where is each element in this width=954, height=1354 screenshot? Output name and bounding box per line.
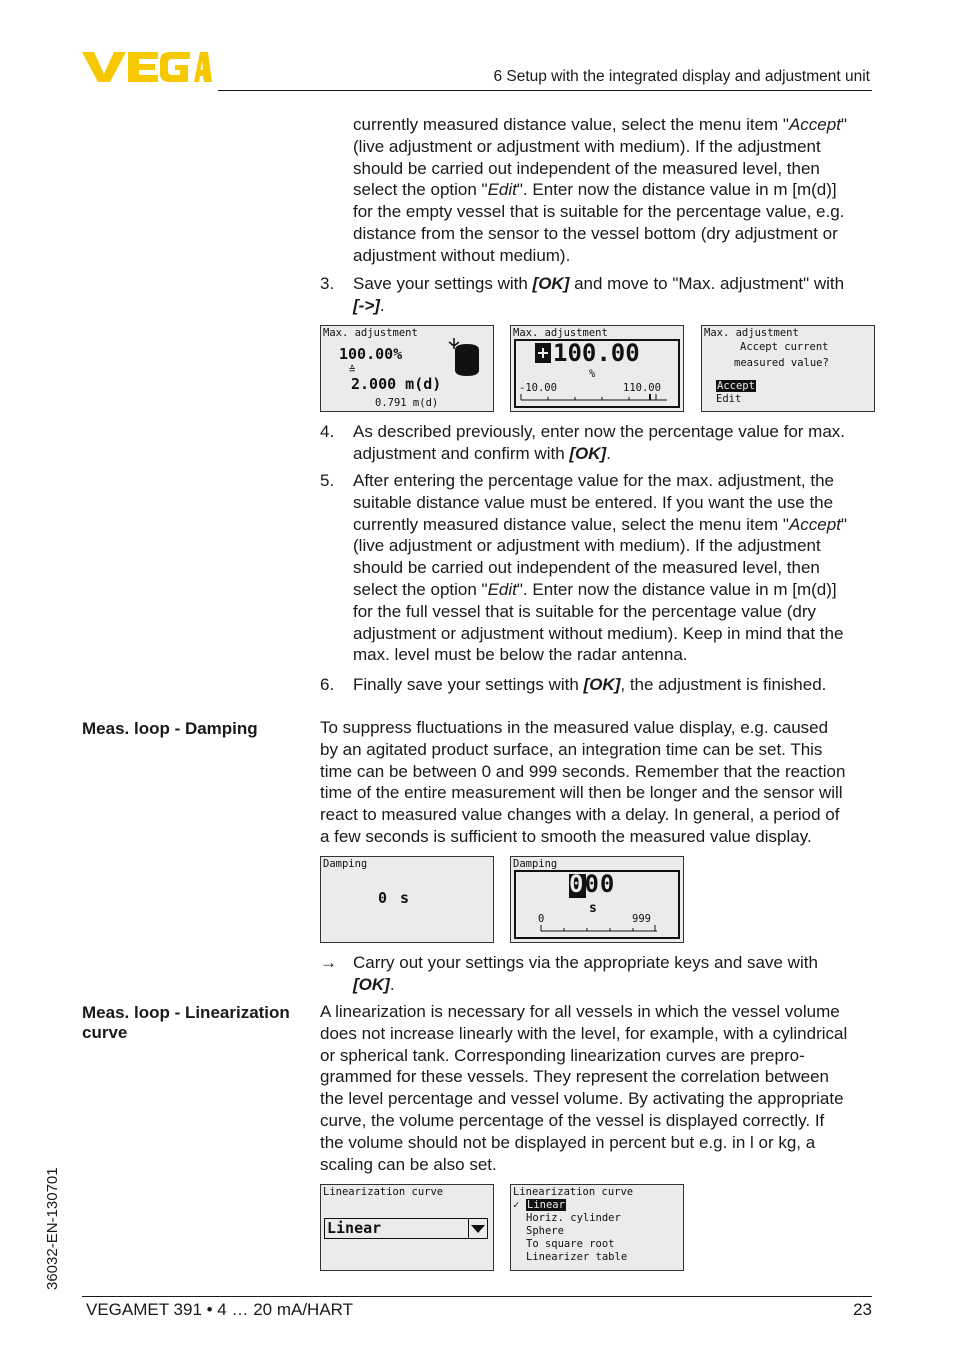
page-number: 23 (853, 1300, 872, 1319)
range-scale (519, 392, 669, 402)
text-line: time can be between 0 and 999 seconds. Remember that the reaction (320, 761, 846, 781)
option-linearizer-table[interactable]: Linearizer table (526, 1251, 628, 1263)
text-line: scaling can be also set. (320, 1154, 497, 1174)
range-max: 999 (632, 913, 651, 925)
text-line: currently measured distance value, select the menu item "Accept" (353, 115, 847, 134)
text-line: (live adjustment or adjustment with medium). If the adjustment (353, 536, 821, 556)
screen-title: Max. adjustment (323, 327, 418, 339)
option-edit[interactable]: Edit (716, 393, 742, 405)
damping-paragraph (320, 717, 880, 848)
range-scale (539, 923, 659, 933)
linearization-paragraph (320, 1001, 880, 1175)
step-number: 6. (320, 675, 335, 694)
text-line: select the option "Edit". Enter now the distance value in m [m(d)] (353, 579, 837, 599)
screen-title: Max. adjustment (704, 327, 799, 339)
text-line: A linearization is necessary for all vessels in which the vessel volume (320, 1002, 840, 1021)
step-number: 5. (320, 471, 335, 490)
dropdown-value: Linear (327, 1219, 382, 1237)
text-line: [OK]. (353, 974, 395, 994)
text-line: a few seconds is sufficient to smooth the measured value display. (320, 826, 812, 846)
range-min: 0 (538, 913, 545, 925)
distance-value: 2.000 m(d) (351, 375, 442, 393)
screen-title: Linearization curve (513, 1186, 634, 1198)
vega-logo (82, 50, 212, 84)
text-line: time of the entire measurement will then be longer and the sensor will (320, 783, 843, 803)
text-line: does not increase linearly with the level, for example, with a cylindrical (320, 1023, 848, 1043)
chevron-down-icon[interactable] (468, 1219, 487, 1238)
damping-note (320, 952, 877, 996)
curve-dropdown[interactable] (324, 1218, 488, 1239)
option-linear[interactable]: Linear (527, 1199, 565, 1211)
text-line: or spherical tank. Corresponding linearization curves are prepro- (320, 1045, 805, 1065)
step-4 (320, 421, 877, 465)
text-line: Save your settings with [OK] and move to "Max. adjustment" with (353, 274, 845, 293)
option-horiz-cylinder[interactable]: Horiz. cylinder (526, 1212, 621, 1224)
intro-paragraph (353, 114, 847, 267)
text-line: the level percentage and vessel volume. By activating the appropriate (320, 1089, 844, 1109)
text-line: select the option "Edit". Enter now the distance value in m [m(d)] (353, 180, 837, 200)
vessel-icon (445, 334, 485, 376)
display-max-adjustment-overview (320, 325, 494, 412)
text-line: should be carried out independent of the measured level, then (353, 558, 820, 578)
step-number: 4. (320, 422, 335, 441)
text-line: max. level must be below the radar antenna. (353, 645, 688, 665)
display-max-adjustment-edit (510, 325, 684, 412)
screen-title: Damping (513, 858, 558, 870)
text-line: by an agitated product surface, an integration time can be set. This (320, 739, 823, 759)
text-line: As described previously, enter now the percentage value for max. (353, 422, 846, 441)
edit-value: 000 (569, 870, 616, 898)
range-max: 110.00 (623, 382, 661, 394)
text-line: react to measured value changes with a delay. In general, a period of (320, 805, 840, 825)
edit-value: 100.00 (553, 339, 640, 367)
text-line: (live adjustment or adjustment with medium). If the adjustment (353, 136, 821, 156)
screen-title: Max. adjustment (513, 327, 608, 339)
arrow-icon: → (320, 953, 337, 972)
prompt-line: measured value? (734, 357, 829, 369)
text-line: currently measured distance value, select the menu item "Accept" (353, 514, 847, 534)
label-line: curve (82, 1023, 128, 1042)
text-line: for the empty vessel that is suitable for the percentage value, e.g. (353, 202, 845, 222)
text-line: Finally save your settings with [OK], the adjustment is finished. (353, 675, 827, 694)
text-line: adjustment without medium). (353, 245, 571, 265)
percent-value: 100.00% (339, 345, 403, 363)
option-accept[interactable]: Accept (717, 380, 755, 392)
option-sphere[interactable]: Sphere (526, 1225, 564, 1237)
footer-rule (82, 1296, 872, 1297)
text-line: After entering the percentage value for the max. adjustment, the (353, 471, 835, 490)
step-number: 3. (320, 274, 335, 293)
text-line: curve, the volume percentage of the vessel is displayed correctly. If (320, 1110, 825, 1130)
measured-distance: 0.791 m(d) (375, 397, 439, 409)
text-line: for the full vessel that is suitable for the percentage value (dry (353, 601, 817, 621)
prompt-line: Accept current (740, 341, 829, 353)
text-line: Carry out your settings via the appropriate keys and save with (353, 953, 818, 972)
text-line: suitable distance value must be entered. If you want the use the (353, 492, 834, 512)
display-damping-edit (510, 856, 684, 943)
text-line: [->]. (353, 295, 385, 315)
section-label-damping: Meas. loop - Damping (82, 719, 258, 738)
text-line: distance from the sensor to the vessel bottom (dry adjustment or (353, 223, 838, 243)
option-square-root[interactable]: To square root (526, 1238, 615, 1250)
document-code: 36032-EN-130701 (44, 1167, 61, 1290)
step-6 (320, 674, 877, 696)
display-linearization-list (510, 1184, 684, 1271)
screen-title: Damping (323, 858, 368, 870)
step-3 (320, 273, 877, 317)
plus-sign-icon (535, 343, 551, 363)
section-label-linearization (82, 1003, 290, 1043)
text-line: To suppress fluctuations in the measured value display, e.g. caused (320, 718, 829, 737)
corresponds-symbol: ≙ (349, 364, 356, 376)
display-damping-overview (320, 856, 494, 943)
screen-title: Linearization curve (323, 1186, 444, 1198)
unit-label: s (589, 901, 597, 916)
range-min: -10.00 (519, 382, 557, 394)
display-max-adjustment-accept (701, 325, 875, 412)
unit-label: % (589, 368, 596, 380)
text-line: should be carried out independent of the measured level, then (353, 158, 820, 178)
text-line: grammed for these vessels. They represent the correlation between (320, 1067, 830, 1087)
section-header: 6 Setup with the integrated display and adjustment unit (493, 68, 870, 85)
text-line: adjustment and confirm with [OK]. (353, 443, 611, 463)
display-linearization-select (320, 1184, 494, 1271)
damping-value: 0 s (378, 889, 412, 907)
step-5 (320, 470, 877, 666)
text-line: adjustment or adjustment without medium). Keep in mind that the (353, 623, 844, 643)
product-name: VEGAMET 391 • 4 … 20 mA/HART (86, 1300, 354, 1319)
text-line: the volume should not be displayed in percent but e.g. in l or kg, a (320, 1132, 816, 1152)
header-rule (218, 90, 872, 91)
check-icon: ✓ (513, 1199, 520, 1211)
label-line: Meas. loop - Linearization (82, 1003, 290, 1022)
